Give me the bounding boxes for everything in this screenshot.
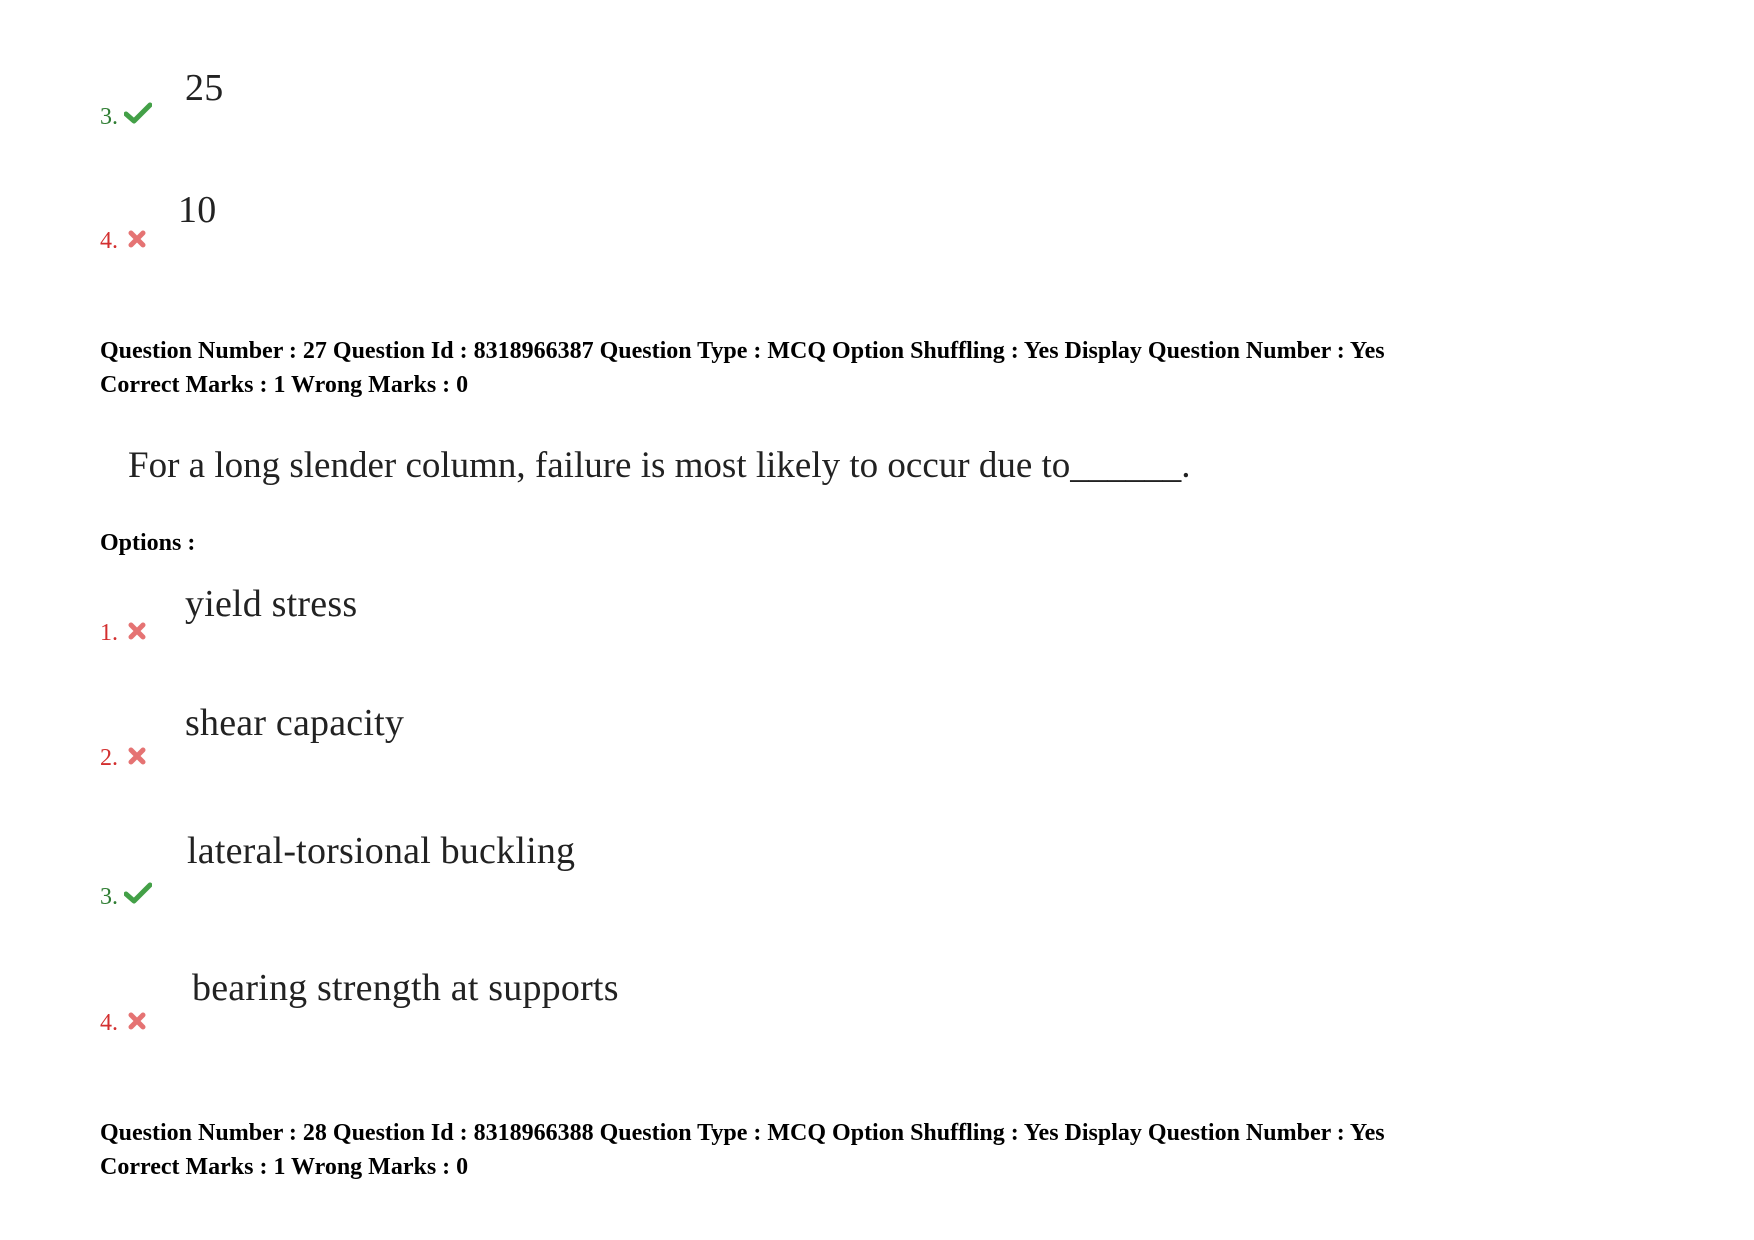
option-number: 2. bbox=[100, 745, 118, 771]
options-label: Options : bbox=[100, 530, 196, 556]
check-icon bbox=[124, 102, 152, 124]
option-number: 1. bbox=[100, 620, 118, 646]
option-text: bearing strength at supports bbox=[192, 967, 619, 1009]
question-meta: Question Number : 27 Question Id : 8318966387 Question Type : MCQ Option Shuffling : Yes Display Question Number : Yes bbox=[100, 338, 1385, 364]
cross-icon bbox=[128, 747, 146, 765]
option-text: shear capacity bbox=[185, 702, 405, 744]
option-number: 4. bbox=[100, 1010, 118, 1036]
option-text: 10 bbox=[178, 189, 217, 231]
option-text: 25 bbox=[185, 67, 224, 109]
check-icon bbox=[124, 882, 152, 904]
option-text: yield stress bbox=[185, 583, 358, 625]
option-number: 4. bbox=[100, 228, 118, 254]
cross-icon bbox=[128, 230, 146, 248]
question-text: For a long slender column, failure is most likely to occur due to______. bbox=[128, 445, 1191, 486]
option-number: 3. bbox=[100, 104, 118, 130]
question-marks: Correct Marks : 1 Wrong Marks : 0 bbox=[100, 1154, 469, 1180]
cross-icon bbox=[128, 1012, 146, 1030]
option-text: lateral-torsional buckling bbox=[187, 830, 576, 872]
option-number: 3. bbox=[100, 884, 118, 910]
question-marks: Correct Marks : 1 Wrong Marks : 0 bbox=[100, 372, 469, 398]
question-meta: Question Number : 28 Question Id : 8318966388 Question Type : MCQ Option Shuffling : Yes Display Question Number : Yes bbox=[100, 1120, 1385, 1146]
cross-icon bbox=[128, 622, 146, 640]
